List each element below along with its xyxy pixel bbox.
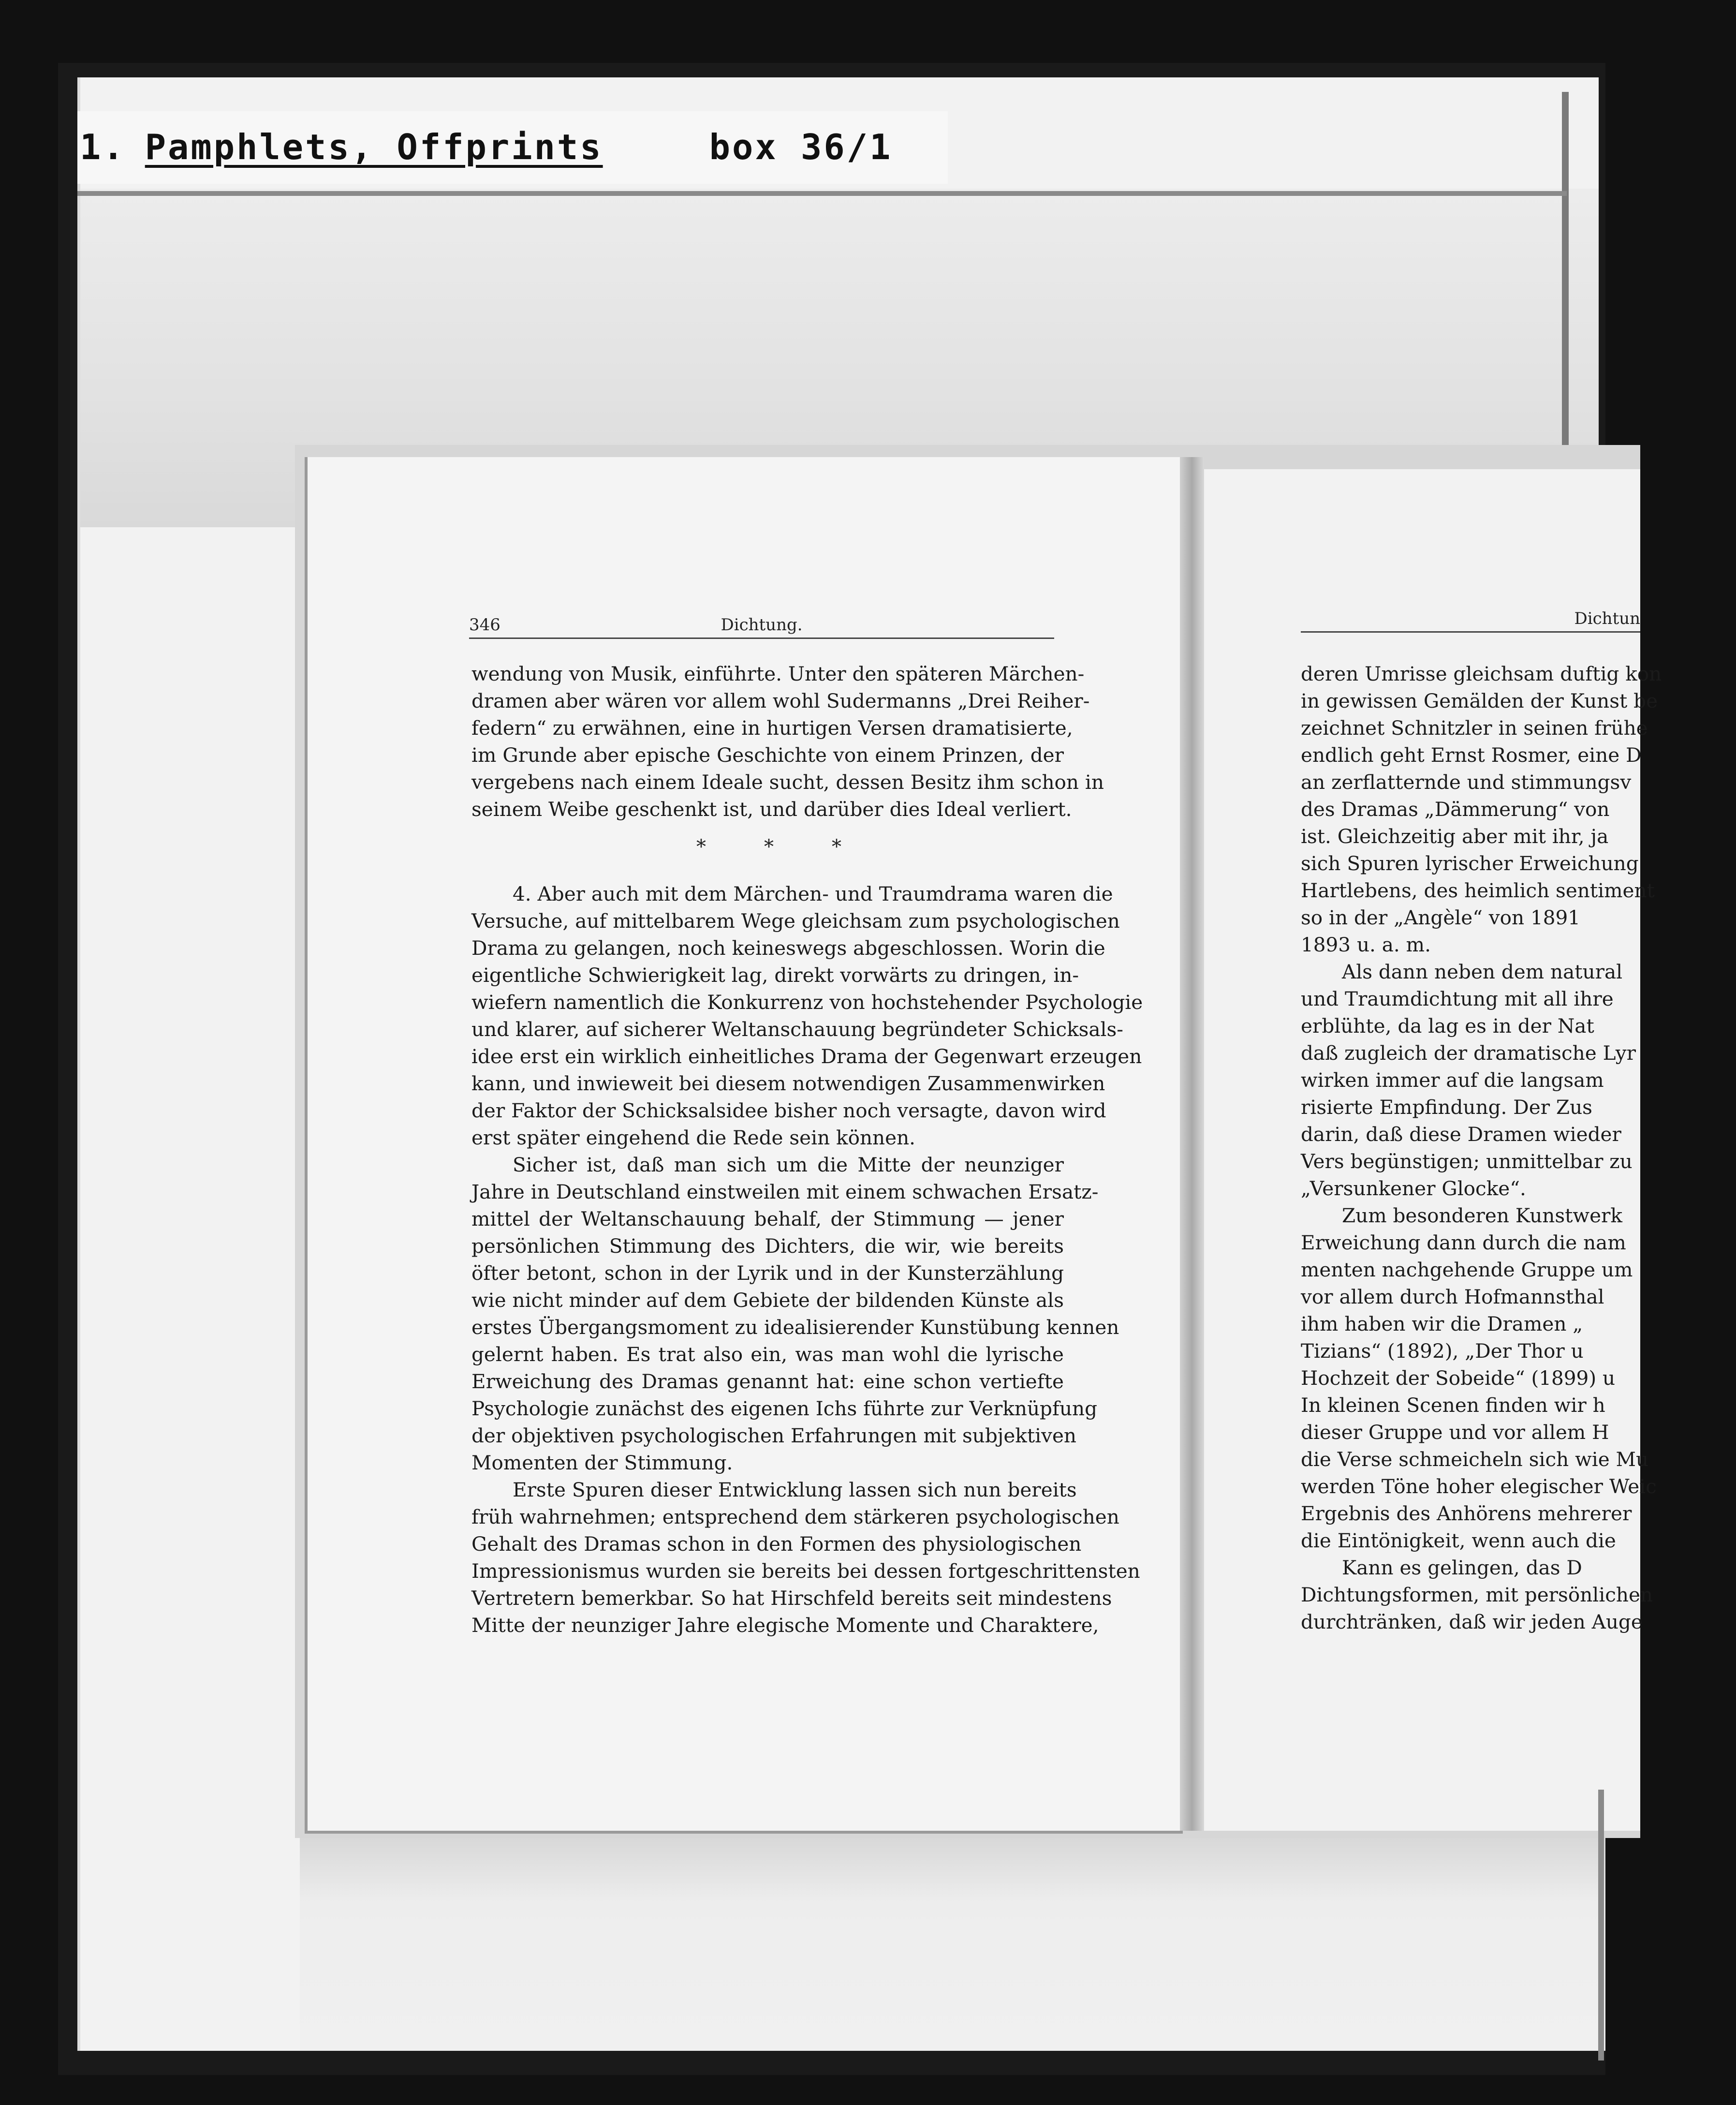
text-line: Sicher ist, daß man sich um die Mitte der neunziger bbox=[513, 1153, 1064, 1176]
text-line: kann, und inwieweit bei diesem notwendigen Zusammenwirken bbox=[471, 1072, 1105, 1095]
right-page-clip bbox=[1204, 469, 1662, 1831]
text-line: so in der „Angèle“ von 1891 bbox=[1301, 906, 1581, 929]
text-line: ihm haben wir die Dramen „ bbox=[1301, 1312, 1583, 1335]
text-line: dramen aber wären vor allem wohl Sudermanns „Drei Reiher- bbox=[471, 689, 1090, 712]
text-line: Momenten der Stimmung. bbox=[471, 1451, 733, 1474]
text-line: der Faktor der Schicksalsidee bisher noch versagte, davon wird bbox=[471, 1099, 1106, 1122]
text-line: in gewissen Gemälden der Kunst be bbox=[1301, 689, 1658, 712]
text-line: durchtränken, daß wir jeden Auge bbox=[1301, 1610, 1643, 1633]
text-line: die Verse schmeicheln sich wie Mu bbox=[1301, 1448, 1649, 1471]
text-line: darin, daß diese Dramen wieder bbox=[1301, 1123, 1621, 1146]
text-line: an zerflatternde und stimmungsv bbox=[1301, 771, 1632, 794]
label-box: box 36/1 bbox=[709, 127, 893, 167]
text-line: Erweichung des Dramas genannt hat: eine schon vertiefte bbox=[471, 1370, 1064, 1393]
text-line: 4. Aber auch mit dem Märchen- und Traumdrama waren die bbox=[513, 882, 1113, 905]
text-line: eigentliche Schwierigkeit lag, direkt vorwärts zu dringen, in- bbox=[471, 964, 1079, 987]
text-line: Ergebnis des Anhörens mehrerer bbox=[1301, 1502, 1632, 1525]
running-title: Dichtung. bbox=[721, 615, 803, 635]
text-line: menten nachgehende Gruppe um bbox=[1301, 1258, 1633, 1281]
text-line: erst später eingehend die Rede sein können. bbox=[471, 1126, 916, 1149]
text-line: seinem Weibe geschenkt ist, und darüber dies Ideal verliert. bbox=[471, 798, 1072, 821]
text-line: Vertretern bemerkbar. So hat Hirschfeld bereits seit mindestens bbox=[471, 1586, 1112, 1610]
text-line: 1893 u. a. m. bbox=[1301, 933, 1431, 956]
text-line: Erweichung dann durch die nam bbox=[1301, 1231, 1626, 1254]
text-line: Gehalt des Dramas schon in den Formen des physiologischen bbox=[471, 1532, 1082, 1556]
text-line: dieser Gruppe und vor allem H bbox=[1301, 1421, 1609, 1444]
text-line: im Grunde aber epische Geschichte von einem Prinzen, der bbox=[471, 743, 1064, 767]
text-line: ist. Gleichzeitig aber mit ihr, ja bbox=[1301, 825, 1609, 848]
text-line: daß zugleich der dramatische Lyr bbox=[1301, 1041, 1636, 1065]
text-line: der objektiven psychologischen Erfahrungen mit subjektiven bbox=[471, 1424, 1077, 1447]
text-line: Drama zu gelangen, noch keineswegs abgeschlossen. Worin die bbox=[471, 936, 1105, 960]
text-line: Zum besonderen Kunstwerk bbox=[1342, 1204, 1622, 1227]
right-running-title: Dichtun bbox=[1574, 609, 1640, 628]
asterisk: * bbox=[696, 836, 706, 858]
label-number: 1. bbox=[80, 127, 126, 167]
text-line: sich Spuren lyrischer Erweichung bbox=[1301, 852, 1639, 875]
right-running-head bbox=[1301, 607, 1640, 633]
text-line: erblühte, da lag es in der Nat bbox=[1301, 1014, 1594, 1038]
text-line: Mitte der neunziger Jahre elegische Momente und Charaktere, bbox=[471, 1614, 1099, 1637]
text-line: Hochzeit der Sobeide“ (1899) u bbox=[1301, 1366, 1616, 1390]
text-line: Hartlebens, des heimlich sentiment bbox=[1301, 879, 1655, 902]
text-line: mittel der Weltanschauung behalf, der Stimmung — jener bbox=[471, 1207, 1064, 1230]
text-line: wirken immer auf die langsam bbox=[1301, 1068, 1604, 1092]
text-line: wie nicht minder auf dem Gebiete der bildenden Künste als bbox=[471, 1289, 1064, 1312]
text-line: Versuche, auf mittelbarem Wege gleichsam zum psychologischen bbox=[471, 909, 1120, 933]
text-line: endlich geht Ernst Rosmer, eine D bbox=[1301, 743, 1642, 767]
text-line: In kleinen Scenen finden wir h bbox=[1301, 1393, 1605, 1417]
text-line: Als dann neben dem natural bbox=[1342, 960, 1623, 983]
text-line: des Dramas „Dämmerung“ von bbox=[1301, 798, 1610, 821]
text-line: vergebens nach einem Ideale sucht, dessen Besitz ihm schon in bbox=[471, 771, 1104, 794]
text-line: persönlichen Stimmung des Dichters, die wir, wie bereits bbox=[471, 1234, 1064, 1258]
asterisk: * bbox=[764, 836, 774, 858]
text-line: gelernt haben. Es trat also ein, was man wohl die lyrische bbox=[471, 1343, 1064, 1366]
text-line: die Eintönigkeit, wenn auch die bbox=[1301, 1529, 1616, 1552]
text-line: deren Umrisse gleichsam duftig kon bbox=[1301, 662, 1662, 685]
text-line: öfter betont, schon in der Lyrik und in der Kunsterzählung bbox=[471, 1261, 1064, 1285]
text-line: und Traumdichtung mit all ihre bbox=[1301, 987, 1614, 1010]
text-line: Kann es gelingen, das D bbox=[1342, 1556, 1582, 1579]
text-line: Jahre in Deutschland einstweilen mit einem schwachen Ersatz- bbox=[471, 1180, 1099, 1203]
text-line: Tizians“ (1892), „Der Thor u bbox=[1301, 1339, 1584, 1363]
right-page-text bbox=[1301, 660, 1736, 1635]
text-line: zeichnet Schnitzler in seinen frühe bbox=[1301, 716, 1648, 740]
text-line: vor allem durch Hofmannsthal bbox=[1301, 1285, 1604, 1308]
text-line: idee erst ein wirklich einheitliches Drama der Gegenwart erzeugen bbox=[471, 1045, 1142, 1068]
text-line: wiefern namentlich die Konkurrenz von hochstehender Psychologie bbox=[471, 991, 1143, 1014]
text-line: Psychologie zunächst des eigenen Ichs führte zur Verknüpfung bbox=[471, 1397, 1098, 1420]
text-line: Dichtungsformen, mit persönlichen bbox=[1301, 1583, 1653, 1606]
text-line: werden Töne hoher elegischer Weic bbox=[1301, 1475, 1657, 1498]
text-line: „Versunkener Glocke“. bbox=[1301, 1177, 1526, 1200]
text-line: federn“ zu erwähnen, eine in hurtigen Versen dramatisierte, bbox=[471, 716, 1073, 740]
text-line: erstes Übergangsmoment zu idealisierender Kunstübung kennen bbox=[471, 1316, 1119, 1339]
text-line: wendung von Musik, einführte. Unter den späteren Märchen- bbox=[471, 662, 1085, 685]
page-number: 346 bbox=[469, 615, 500, 635]
text-line: risierte Empfindung. Der Zus bbox=[1301, 1096, 1592, 1119]
text-line: Impressionismus wurden sie bereits bei dessen fortgeschrittensten bbox=[471, 1559, 1140, 1583]
text-line: und klarer, auf sicherer Weltanschauung begründeter Schicksals- bbox=[471, 1018, 1123, 1041]
text-line: Vers begünstigen; unmittelbar zu bbox=[1301, 1150, 1633, 1173]
text-line: früh wahrnehmen; entsprechend dem stärkeren psychologischen bbox=[471, 1505, 1119, 1528]
label-title: Pamphlets, Offprints bbox=[145, 127, 603, 167]
text-line: Erste Spuren dieser Entwicklung lassen sich nun bereits bbox=[513, 1478, 1077, 1501]
asterisk: * bbox=[832, 836, 841, 858]
